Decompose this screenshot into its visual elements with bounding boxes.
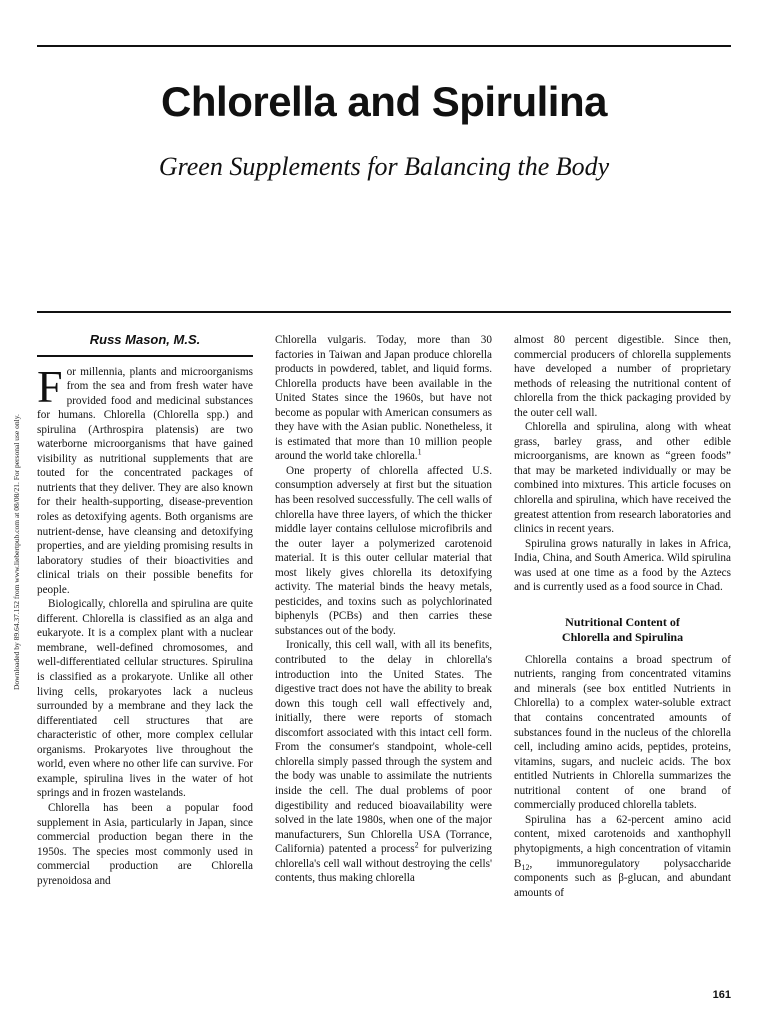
header-divider — [37, 311, 731, 313]
paragraph: Spirulina has a 62-percent amino acid content, mixed carotenoids and xanthophyll phytopigments, a high concentration of vitamin $B_{12}$, immunoregulatory polysaccharide components such as β-glucan, and abundant amounts of — [514, 813, 731, 899]
subscript: 12 — [521, 862, 530, 872]
section-heading: Nutritional Content of Chlorella and Spirulina — [561, 614, 684, 644]
column-2 — [275, 333, 492, 886]
paragraph: Chlorella contains a broad spectrum of nutrients, ranging from concentrated vitamins and minerals (see box entitled Nutrients in Chlorella) to a complex water-soluble extract that contains concentrated amounts of substances found in the nucleus of the chlorella cell, including amino acids, peptides, proteins, vitamins, sugars, and nucleic acids. The box entitled Nutrients in Chlorella summarizes the nutritional content of one brand of commercially produced chlorella tablets. — [514, 653, 731, 812]
download-watermark — [10, 340, 22, 690]
reference-marker: 1 — [417, 447, 422, 457]
paragraph: Biologically, chlorella and spirulina are quite different. Chlorella is classified as an alga and eukaryote. It is a complex plant with a nuclear membrane, well-defined chromosomes, and well-differentiated cellular structures. Spirulina is classified as a prokaryote. Unlike all other living cells, prokaryotes lack a nucleus surrounded by a membrane and they lack the differentiated cell structures that are characteristic of other, more complex cellular organisms. Prokaryotes live throughout the world, even where no other life can survive. For example, spirulina lives in the water of hot springs and in frozen wastelands. — [37, 598, 253, 800]
paragraph: Spirulina grows naturally in lakes in Africa, India, China, and South America. Wild spirulina was used at one time as a food by the Aztecs and is currently used as a food source in Chad. — [514, 537, 731, 594]
author-byline: Russ Mason, M.S. — [37, 333, 253, 357]
opening-paragraph-block — [37, 360, 253, 598]
paragraph: Chlorella vulgaris. Today, more than 30 factories in Taiwan and Japan produce chlorella products in powdered, tablet, and liquid forms. Chlorella products have been available in the United States since the 1960s, but have not become as popular with American consumers as they have with the Asian public. Nonetheless, it is estimated that more than 10 million people around the world take chlorella.$^1$ — [275, 334, 492, 463]
paragraph: almost 80 percent digestible. Since then, commercial producers of chlorella supplements have developed a number of proprietary methods of releasing the nutritional content of chlorella from the thick packaging provided by the outer cell wall. — [514, 334, 731, 419]
page-number: 161 — [712, 989, 731, 1001]
article-title: Chlorella and Spirulina — [161, 78, 607, 125]
article-subtitle: Green Supplements for Balancing the Body — [158, 152, 610, 181]
paragraph: Chlorella has been a popular food supplement in Asia, particularly in Japan, since commercial production began there in the 1950s. The species most commonly used in commercial production are Chlorella pyrenoidosa and — [37, 801, 253, 887]
column-3 — [514, 333, 731, 900]
download-note-text: Downloaded by 89.64.37.152 from www.liebertpub.com at 08/08/21. For personal use only. — [12, 414, 21, 690]
top-rule — [37, 45, 731, 47]
paragraph: Ironically, this cell wall, with all its benefits, contributed to the delay in chlorella's introduction into the United States. The digestive tract does not have the ability to break down this tough cell wall effectively and, initially, there were reports of stomach discomfort associated with this intact cell form. From the consumer's standpoint, whole-cell chlorella simply passed through the system and the body was unable to assimilate the nutrients inside the cell. The dual problems of poor digestibility and reduced bioavailability were solved in the late 1980s, when one of the major manufacturers, Sun Chlorella USA (Torrance, California) patented a process$^2$ for pulverizing chlorella's cell wall without destroying the cells' contents, thus making chlorella — [275, 639, 492, 885]
paragraph: Chlorella and spirulina, along with wheat grass, barley grass, and other edible microorganisms, are known as “green foods” that may be marketed individually or may be combined into mixtures. This article focuses on chlorella and spirulina, which have received the greatest attention from research laboratories and clinics in recent years. — [514, 421, 731, 536]
drop-cap: F — [37, 360, 63, 412]
paragraph: One property of chlorella affected U.S. consumption adversely at first but the situation has been resolved successfully. The cell walls of chlorella have three layers, of which the thicker middle layer contains cellulose microfibrils and the outer layer a polymerized carotenoid material. It is this outer cellular material that most likely gives chlorella its detoxifying activity. The material binds the heavy metals, pesticides, and toxins such as polychlorinated biphenyls (PCBs) and then carries these substances out of the body. — [275, 464, 492, 637]
reference-marker: 2 — [414, 840, 419, 850]
paragraph: For millennia, plants and microorganisms from the sea and from fresh water have provided food and medicinal substances for humans. Chlorella (Chlorella spp.) and spirulina (Arthrospira platensis) are two waterborne microorganisms that have gained visibility as nutritional supplements that are touted for the concentrated packages of nutrients that they deliver. They are also known for their health-supporting, disease-prevention roles as detoxifying agents. Both organisms are nutrient-dense, have cleansing and detoxifying properties, and are yielding promising results in laboratory studies of their bioactivities and clinical trials on their possible benefits for people. — [37, 360, 253, 596]
column-1 — [37, 333, 253, 888]
